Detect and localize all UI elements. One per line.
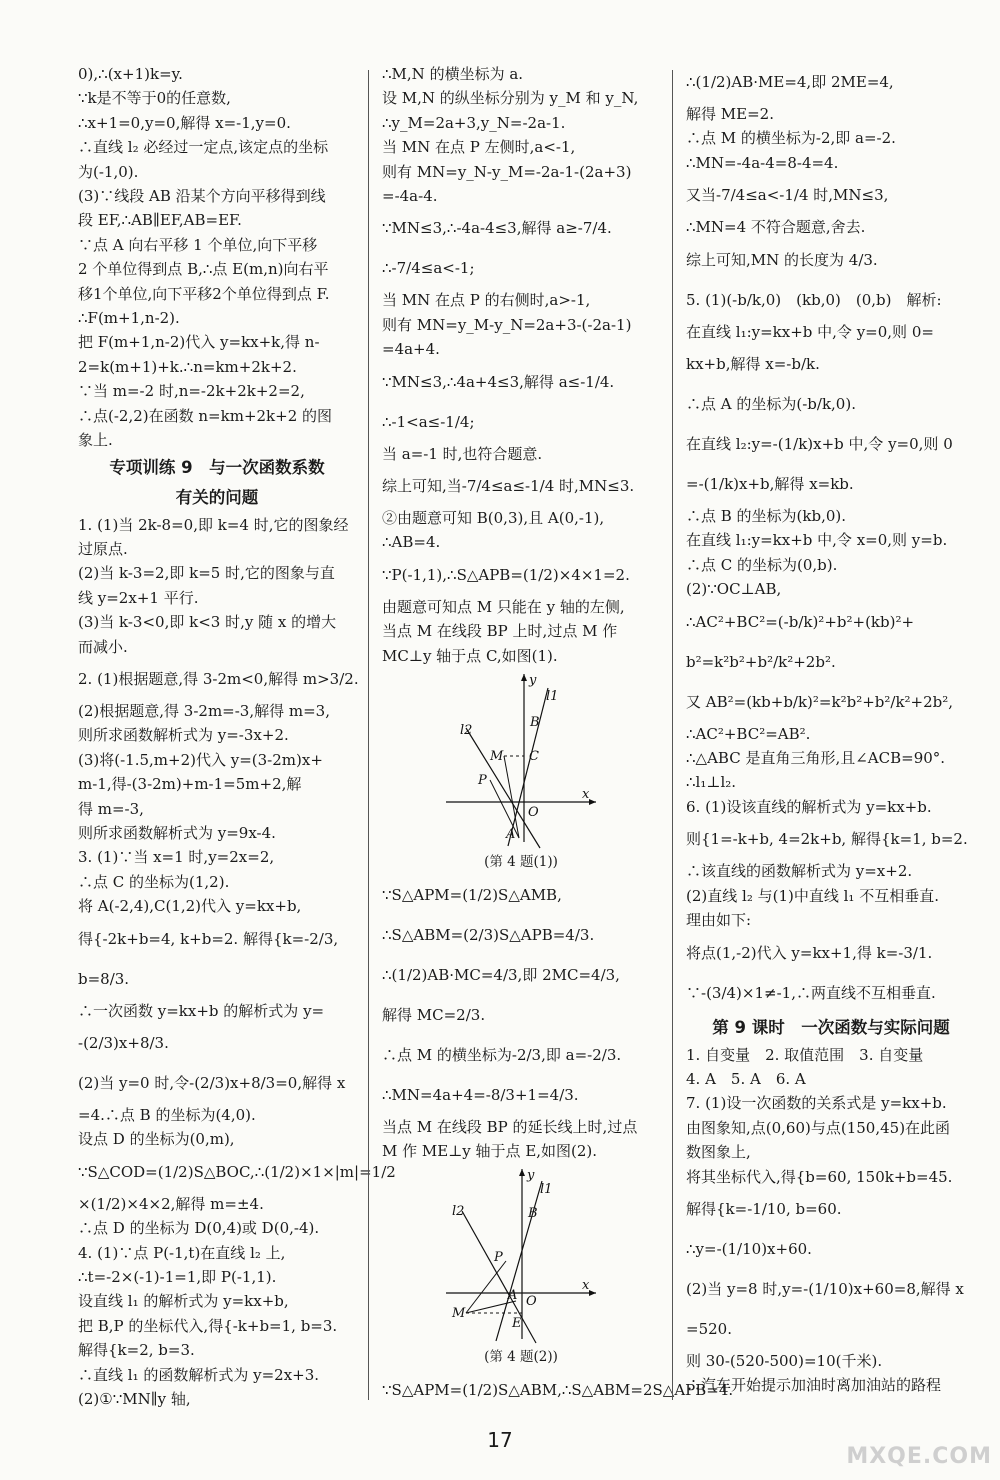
text-line: ∴该直线的函数解析式为 y=x+2. [686,862,913,881]
text-line: ∴点 D 的坐标为 D(0,4)或 D(0,-4). [78,1219,320,1238]
column-middle-text-b [382,875,660,1164]
text-line: b²=k²b²+b²/k²+2b². [686,652,836,671]
text-line: 3. (1)∵当 x=1 时,y=2x=2, [78,848,275,867]
text-line: 数图象上, [686,1143,751,1162]
text-line: 把 B,P 的坐标代入,得{-k+b=1, b=3. [78,1316,338,1335]
text-line: ∵S△APM=(1/2)S△ABM,∴S△ABM=2S△APB=4. [382,1380,734,1399]
text-line: (2)∵OC⊥AB, [686,580,782,599]
section-heading: 有关的问题 [175,487,259,507]
text-line: 解得{k=-1/10, b=60. [686,1199,842,1218]
text-line: ∴AC²+BC²=AB². [686,724,811,743]
label-m: M [452,1306,466,1322]
text-line: 则{1=-k+b, 4=2k+b, 解得{k=1, b=2. [686,830,968,849]
text-line: 象上. [78,431,113,450]
figure-4-1-caption: (第 4 题(1)) [484,854,558,871]
text-line: b=8/3. [78,969,130,988]
text-line: ∵MN≤3,∴-4a-4≤3,解得 a≥-7/4. [382,219,612,238]
text-line: 把 F(m+1,n-2)代入 y=kx+k,得 n- [78,333,320,352]
text-line: (2)根据题意,得 3-2m=-3,解得 m=3, [78,701,330,720]
text-line: 6. (1)设该直线的解析式为 y=kx+b. [686,797,932,816]
text-line: ∴F(m+1,n-2). [78,309,180,328]
text-line: ∴直线 l₂ 必经过一定点,该定点的坐标 [78,138,329,157]
text-line: ∴直线 l₁ 的函数解析式为 y=2x+3. [78,1365,320,1384]
segment-ma [504,756,519,838]
text-line: (2)当 y=0 时,令-(2/3)x+8/3=0,解得 x [78,1074,346,1092]
text-line: 移1个单位,向下平移2个单位得到点 F. [78,284,330,303]
text-line: =4a+4. [382,340,440,359]
label-l1: l1 [540,1182,553,1198]
text-line: 0),∴(x+1)k=y. [78,65,183,83]
text-line: 将其坐标代入,得{b=60, 150k+b=45. [686,1167,953,1186]
label-o: O [528,805,539,821]
text-line: ∵S△COD=(1/2)S△BOC,∴(1/2)×1×|m|=1/2 [78,1162,396,1181]
column-right [686,62,976,1407]
text-line: ∴点(-2,2)在函数 n=km+2k+2 的图 [78,406,333,425]
text-line: 综上可知,当-7/4≤a≤-1/4 时,MN≤3. [382,477,635,496]
text-line: ∴y_M=2a+3,y_N=-2a-1. [382,113,566,132]
text-line: 将 A(-2,4),C(1,2)代入 y=kx+b, [78,897,302,916]
text-line: =-4a-4. [382,187,438,206]
text-line: ∴S△ABM=(2/3)S△APB=4/3. [382,925,595,944]
column-left [78,62,396,1409]
text-line: 则有 MN=y_N-y_M=-2a-1-(2a+3) [382,162,632,181]
label-o: O [526,1294,537,1310]
label-a: A [506,827,516,843]
text-line: -(2/3)x+8/3. [78,1034,169,1052]
column-divider [368,70,369,1400]
text-line: ∵P(-1,1),∴S△APB=(1/2)×4×1=2. [382,565,630,584]
line-l1 [508,688,548,846]
text-line: 在直线 l₁:y=kx+b 中,令 x=0,则 y=b. [686,531,948,550]
text-line: ∴(1/2)AB·MC=4/3,即 2MC=4/3, [382,965,620,984]
text-line: 又 AB²=(kb+b/k)²=k²b²+b²/k²+2b², [686,692,954,711]
text-line: ∵-(3/4)×1≠-1,∴两直线不互相垂直. [686,983,936,1002]
text-line: 则所求函数解析式为 y=-3x+2. [78,726,289,745]
text-line: ∴-1<a≤-1/4; [382,412,475,431]
label-c: C [529,749,539,765]
text-line: ∴AB=4. [382,533,441,552]
text-line: 综上可知,MN 的长度为 4/3. [686,250,878,269]
line-l2 [462,1211,536,1343]
text-line: ∴x+1=0,y=0,解得 x=-1,y=0. [78,113,291,132]
text-line: ∴l₁⊥l₂. [686,773,737,792]
text-line: ∴点 C 的坐标为(0,b). [686,555,838,574]
text-line: (2)直线 l₂ 与(1)中直线 l₁ 不互相垂直. [686,886,939,905]
label-m: M [490,749,504,765]
text-line: 2. (1)根据题意,得 3-2m<0,解得 m>3/2. [78,669,359,688]
label-y: y [529,673,537,689]
text-line: ②由题意可知 B(0,3),且 A(0,-1), [382,509,605,528]
column-divider [672,70,673,1400]
section-heading: 第 9 课时 一次函数与实际问题 [712,1017,950,1037]
text-line: 由图象知,点(0,60)与点(150,45)在此函 [686,1118,951,1137]
figure-4-1 [436,670,606,850]
text-line: 设点 D 的坐标为(0,m), [78,1130,235,1149]
text-line: 在直线 l₁:y=kx+b 中,令 y=0,则 0= [686,322,934,341]
text-line: ∴AC²+BC²=(-b/k)²+b²+(kb)²+ [686,612,915,631]
x-axis-arrow-icon [589,1290,596,1296]
section-heading: 专项训练 9 与一次函数系数 [109,457,325,477]
text-line: ∴M,N 的横坐标为 a. [382,65,524,83]
text-line: =4.∴点 B 的坐标为(4,0). [78,1106,256,1124]
text-line: ∴y=-(1/10)x+60. [686,1239,812,1258]
figure-4-2 [436,1165,606,1345]
label-a: A [508,1288,518,1304]
text-line: 当点 M 在线段 BP 的延长线上时,过点 [382,1117,638,1136]
watermark-logo: MXQE.COM [846,1444,992,1469]
text-line: 为(-1,0). [78,162,139,181]
text-line: 5. (1)(-b/k,0) (kb,0) (0,b) 解析: [686,290,942,309]
figure-4-2-caption: (第 4 题(2)) [484,1349,558,1366]
text-line: (2)①∵MN∥y 轴, [78,1390,191,1409]
text-line: ∵MN≤3,∴4a+4≤3,解得 a≤-1/4. [382,372,615,391]
text-line: 解得 MC=2/3. [382,1005,486,1024]
text-line: 设直线 l₁ 的解析式为 y=kx+b, [78,1292,289,1311]
text-line: 1. 自变量 2. 取值范围 3. 自变量 [686,1045,924,1064]
label-p: P [478,773,487,789]
text-line: M 作 ME⊥y 轴于点 E,如图(2). [382,1141,598,1160]
x-axis-arrow-icon [589,799,596,805]
text-line: 而减小. [78,637,128,656]
label-x: x [582,1278,590,1294]
text-line: ∴(1/2)AB·ME=4,即 2ME=4, [686,73,894,91]
text-line: ∴点 C 的坐标为(1,2). [78,872,230,891]
text-line: ∴MN=4 不符合题意,舍去. [686,218,866,237]
label-b: B [530,715,540,731]
text-line: 线 y=2x+1 平行. [78,588,199,607]
text-line: ∴MN=4a+4=-8/3+1=4/3. [382,1085,579,1104]
label-p: P [494,1250,503,1266]
text-line: 2=k(m+1)+k.∴n=km+2k+2. [78,357,297,376]
y-axis-arrow-icon [519,1169,525,1176]
text-line: (3)∵线段 AB 沿某个方向平移得到线 [78,187,326,206]
text-line: (2)当 k-3=2,即 k=5 时,它的图象与直 [78,564,335,583]
text-line: 2 个单位得到点 B,∴点 E(m,n)向右平 [78,260,329,279]
text-line: 当 MN 在点 P 的右侧时,a>-1, [382,291,591,310]
text-line: kx+b,解得 x=-b/k. [686,355,820,374]
text-line: 将点(1,-2)代入 y=kx+1,得 k=-3/1. [686,943,933,962]
text-line: 则 30-(520-500)=10(千米). [686,1351,883,1370]
label-e: E [512,1316,522,1332]
text-line: 7. (1)设一次函数的关系式是 y=kx+b. [686,1094,947,1113]
text-line: =520. [686,1319,732,1338]
page-number: 17 [487,1428,513,1452]
text-line: ∴点 B 的坐标为(kb,0). [686,507,847,526]
text-line: ∴△ABC 是直角三角形,且∠ACB=90°. [686,749,946,768]
text-line: ∴一次函数 y=kx+b 的解析式为 y= [78,1001,325,1020]
text-line: 1. (1)当 2k-8=0,即 k=4 时,它的图象经 [78,515,349,534]
text-line: 又当-7/4≤a<-1/4 时,MN≤3, [686,186,889,205]
text-line: =-(1/k)x+b,解得 x=kb. [686,475,854,494]
column-middle-text-a [382,62,660,668]
label-x: x [582,787,590,803]
text-line: 当 MN 在点 P 左侧时,a<-1, [382,138,576,157]
text-line: 4. (1)∵点 P(-1,t)在直线 l₂ 上, [78,1243,286,1262]
text-line: 解得 ME=2. [686,105,774,123]
text-line: 4. A 5. A 6. A [686,1069,806,1088]
text-line: 当点 M 在线段 BP 上时,过点 M 作 [382,622,618,641]
text-line: 则所求函数解析式为 y=9x-4. [78,823,276,842]
text-line: ∴汽车开始提示加油时离加油站的路程 [686,1376,942,1395]
text-line: MC⊥y 轴于点 C,如图(1). [382,646,558,665]
label-l2: l2 [460,723,473,739]
text-line: 则有 MN=y_M-y_N=2a+3-(-2a-1) [382,315,632,334]
column-middle-text-c [382,1370,734,1410]
label-l1: l1 [546,689,559,705]
text-line: 当 a=-1 时,也符合题意. [382,444,543,463]
line-l2 [466,728,540,848]
text-line: 由题意可知点 M 只能在 y 轴的左侧, [382,597,625,616]
label-y: y [527,1168,535,1184]
text-line: ∵S△APM=(1/2)S△AMB, [382,885,562,904]
text-line: ∵点 A 向右平移 1 个单位,向下平移 [78,235,318,254]
text-line: (3)当 k-3<0,即 k<3 时,y 随 x 的增大 [78,613,337,632]
text-line: ∴-7/4≤a<-1; [382,259,475,278]
text-line: ∵当 m=-2 时,n=-2k+2k+2=2, [78,382,305,401]
text-line: 解得{k=2, b=3. [78,1341,195,1360]
label-b: B [528,1206,538,1222]
text-line: ∴点 M 的横坐标为-2,即 a=-2. [686,129,896,148]
text-line: ∵k是不等于0的任意数, [78,89,231,108]
text-line: (2)当 y=8 时,y=-(1/10)x+60=8,解得 x [686,1279,964,1298]
text-line: 段 EF,∴AB∥EF,AB=EF. [78,211,242,230]
label-l2: l2 [452,1204,465,1220]
text-line: 理由如下: [686,911,752,930]
text-line: 得{-2k+b=4, k+b=2. 解得{k=-2/3, [78,929,339,948]
text-line: 得 m=-3, [78,799,144,818]
text-line: ∴点 A 的坐标为(-b/k,0). [686,395,856,414]
text-line: ×(1/2)×4×2,解得 m=±4. [78,1194,264,1213]
text-line: (3)将(-1.5,m+2)代入 y=(3-2m)x+ [78,750,323,769]
text-line: ∴点 M 的横坐标为-2/3,即 a=-2/3. [382,1045,622,1064]
text-line: 设 M,N 的纵坐标分别为 y_M 和 y_N, [382,89,639,108]
text-line: 过原点. [78,539,128,558]
text-line: ∴MN=-4a-4=8-4=4. [686,153,839,172]
y-axis-arrow-icon [521,674,527,681]
text-line: m-1,得-(3-2m)+m-1=5m+2,解 [78,775,302,794]
text-line: 在直线 l₂:y=-(1/k)x+b 中,令 y=0,则 0 [686,435,953,454]
text-line: ∴t=-2×(-1)-1=1,即 P(-1,1). [78,1268,277,1287]
